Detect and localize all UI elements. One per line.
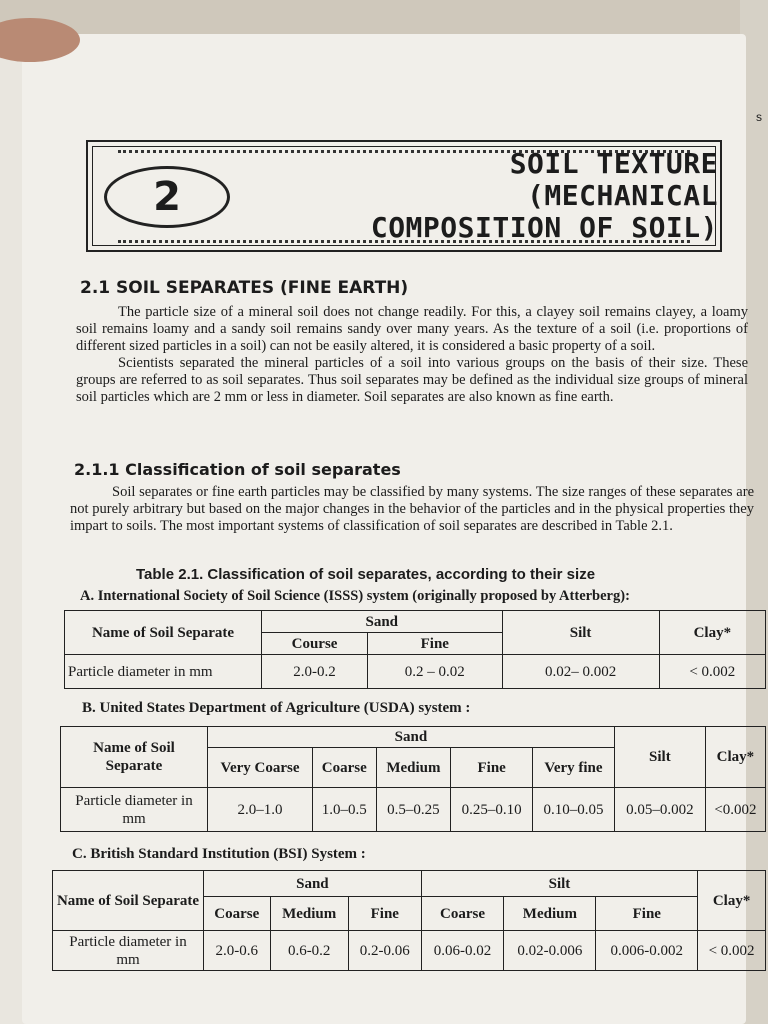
table-header-cell: Name of Soil Separate (65, 611, 262, 655)
isss-title: A. International Society of Soil Science (ISSS) system (originally proposed by Atterberg): (80, 588, 630, 604)
table-header-cell: Sand (208, 727, 615, 748)
table-header-cell: Fine (596, 897, 698, 931)
table-header-cell: Silt (502, 611, 659, 655)
usda-title: B. United States Department of Agriculture (USDA) system : (82, 700, 471, 716)
table-cell: < 0.002 (698, 931, 766, 971)
isss-table (64, 610, 766, 689)
subsection-heading: 2.1.1 Classification of soil separates (74, 460, 401, 479)
table-cell: 0.10–0.05 (533, 788, 615, 832)
table-header-cell: Medium (504, 897, 596, 931)
chapter-title-line: COMPOSITION OF SOIL) (370, 211, 718, 244)
table-header-cell: Coarse (421, 897, 504, 931)
table-row-label: Particle diameter in mm (61, 788, 208, 832)
table-cell: 0.5–0.25 (376, 788, 451, 832)
table-header-cell: Fine (348, 897, 421, 931)
table-header-cell: Clay* (659, 611, 765, 655)
table-header-cell: Very Coarse (208, 748, 313, 788)
chapter-number: 2 (104, 166, 230, 228)
table-header-cell: Medium (376, 748, 451, 788)
table-cell: 0.6-0.2 (270, 931, 348, 971)
table-header-cell: Clay* (705, 727, 765, 788)
table-cell: 0.2-0.06 (348, 931, 421, 971)
edge-letter: s (756, 110, 762, 124)
table-header-cell: Silt (614, 727, 705, 788)
table-cell: 0.25–0.10 (451, 788, 533, 832)
usda-table (60, 726, 766, 832)
table-cell: 0.02-0.006 (504, 931, 596, 971)
table-cell: 0.06-0.02 (421, 931, 504, 971)
paragraph: Scientists separated the mineral particles of a soil into various groups on the basis of their size. These groups are referred to as soil separates. Thus soil separates may be defined as the individual size groups of mineral soil particles which are 2 mm or less in diameter. Soil separates are also known as fine earth. (76, 355, 748, 405)
table-cell: 0.02– 0.002 (502, 655, 659, 689)
table-header-cell: Coarse (204, 897, 271, 931)
table-header-cell: Very fine (533, 748, 615, 788)
table-header-cell: Medium (270, 897, 348, 931)
table-cell: 0.006-0.002 (596, 931, 698, 971)
subsection-body (70, 484, 754, 535)
table-cell: 0.05–0.002 (614, 788, 705, 832)
section-heading: 2.1 SOIL SEPARATES (FINE EARTH) (80, 278, 409, 298)
table-caption: Table 2.1. Classification of soil separates, according to their size (136, 566, 596, 583)
table-header-cell: Name of Soil Separate (61, 727, 208, 788)
chapter-title-line: (MECHANICAL (527, 179, 718, 212)
paragraph: Soil separates or fine earth particles may be classified by many systems. The size ranges of these separates are not purely arbitrary but based on the major changes in the behavior of the particles and in the physical properties they impart to soils. The most important systems of classification of soil separates are described in Table 2.1. (70, 484, 754, 534)
table-cell: < 0.002 (659, 655, 765, 689)
table-cell: 1.0–0.5 (313, 788, 377, 832)
table-header-cell: Clay* (698, 871, 766, 931)
paragraph: The particle size of a mineral soil does not change readily. For this, a clayey soil remains clayey, a loamy soil remains loamy and a sandy soil remains sandy over many years. As the texture of a soil (i.e. proportions of different sized particles in a soil) can not be easily altered, it is considered a basic property of a soil. (76, 304, 748, 354)
table-cell: 2.0–1.0 (208, 788, 313, 832)
table-header-cell: Silt (421, 871, 697, 897)
table-header-cell: Sand (204, 871, 422, 897)
table-cell: 2.0-0.2 (262, 655, 368, 689)
table-cell: 2.0-0.6 (204, 931, 271, 971)
chapter-title (371, 148, 718, 244)
table-header-cell: Fine (368, 633, 503, 655)
bsi-title: C. British Standard Institution (BSI) System : (72, 846, 366, 862)
chapter-title-line: SOIL TEXTURE (509, 147, 718, 180)
table-header-cell: Name of Soil Separate (53, 871, 204, 931)
table-cell: <0.002 (705, 788, 765, 832)
bsi-table (52, 870, 766, 971)
table-cell: 0.2 – 0.02 (368, 655, 503, 689)
table-row-label: Particle diameter in mm (53, 931, 204, 971)
table-row-label: Particle diameter in mm (65, 655, 262, 689)
table-header-cell: Fine (451, 748, 533, 788)
table-header-cell: Course (262, 633, 368, 655)
table-header-cell: Coarse (313, 748, 377, 788)
table-header-cell: Sand (262, 611, 503, 633)
section-body (76, 304, 748, 406)
